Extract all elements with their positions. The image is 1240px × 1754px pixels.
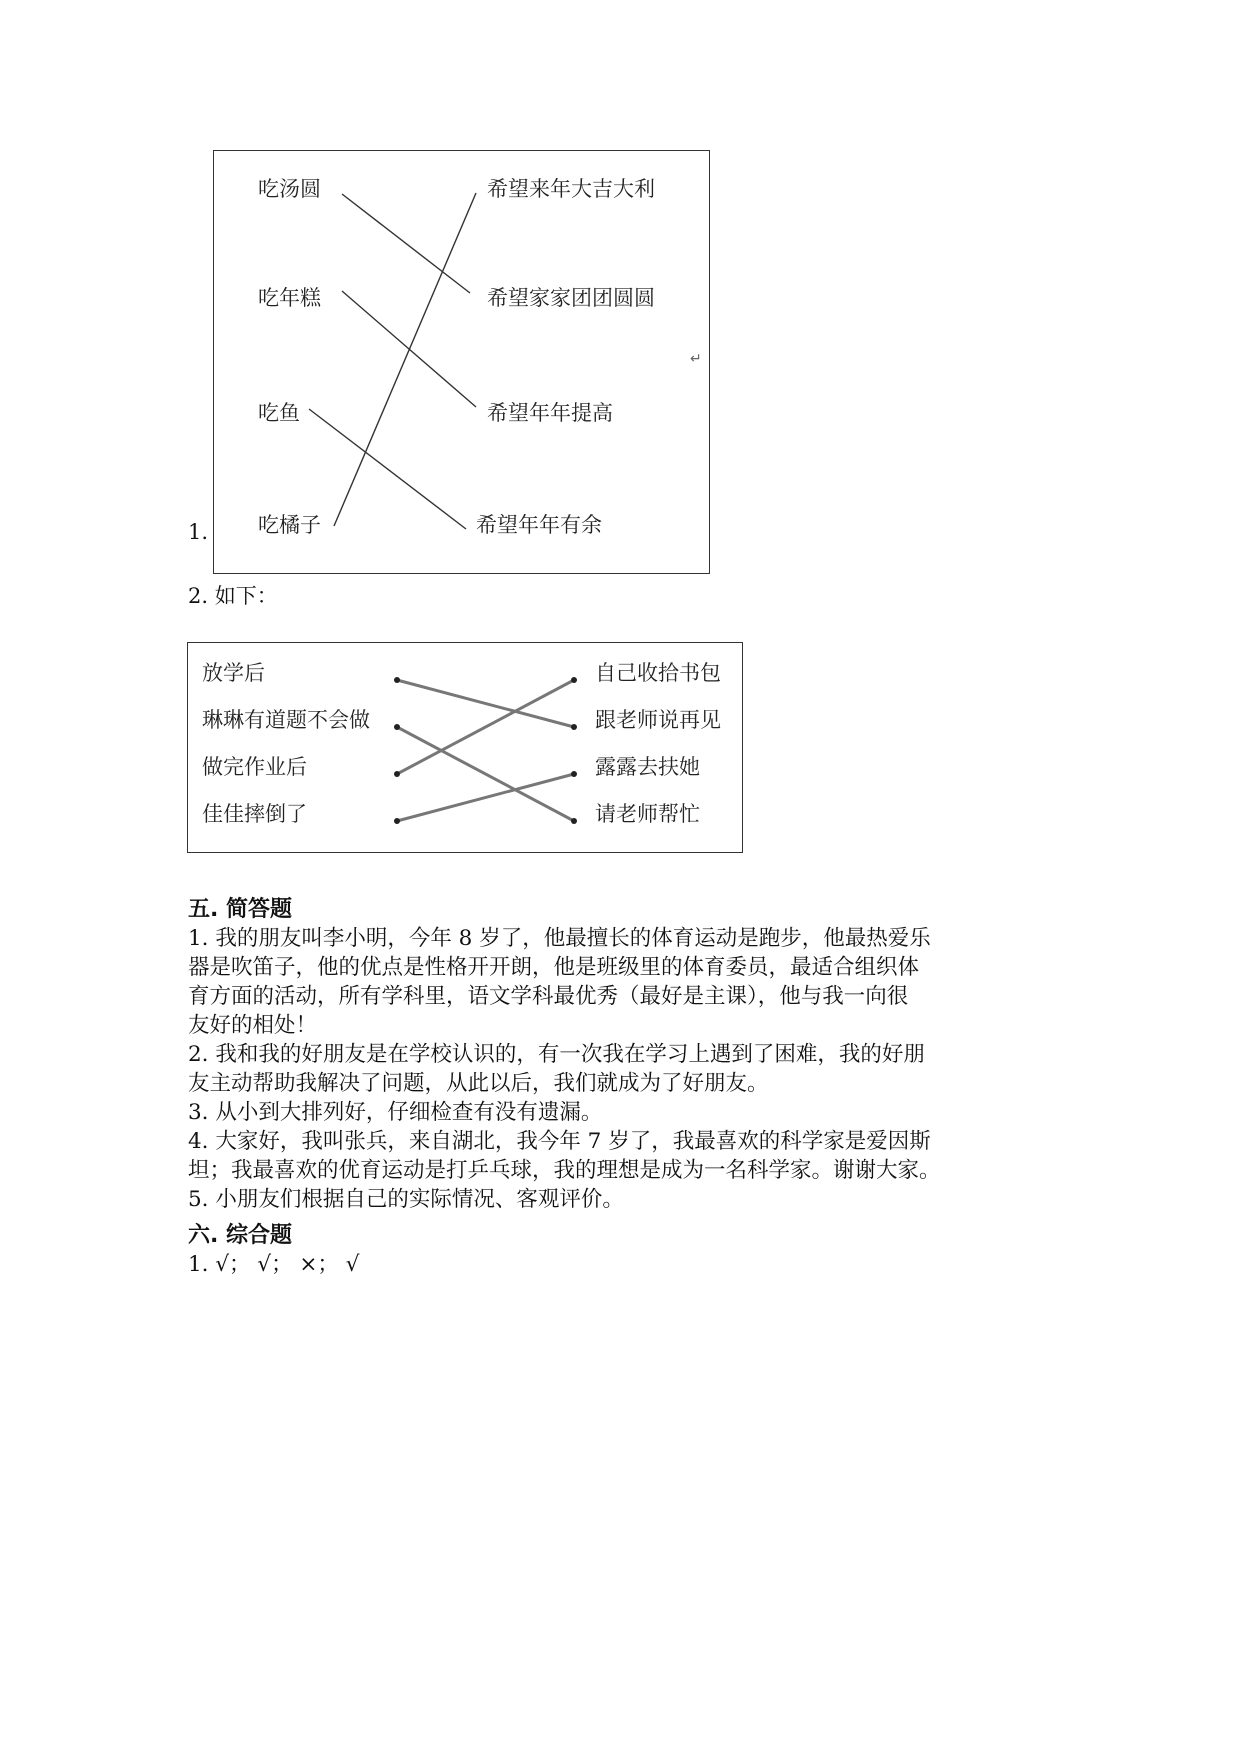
fig1-line: [309, 409, 466, 529]
section6-title: 六. 综合题: [188, 1223, 293, 1248]
fig2-dot: [394, 818, 400, 824]
item2-label: 2. 如下：: [188, 584, 278, 608]
fig1-left-item: 吃橘子: [258, 513, 321, 537]
answer-line: 3. 从小到大排列好，仔细检查有没有遗漏。: [188, 1100, 603, 1125]
answer-line: 2. 我和我的好朋友是在学校认识的，有一次我在学习上遇到了困难，我的好朋: [188, 1042, 925, 1067]
fig1-left-item: 吃鱼: [258, 401, 300, 425]
fig2-dot: [571, 771, 577, 777]
matching-figure-1: [213, 150, 710, 574]
fig2-line: [397, 727, 574, 821]
fig2-right-item: 跟老师说再见: [595, 708, 721, 732]
figure1-number: 1.: [188, 520, 209, 544]
answer-line: 4. 大家好，我叫张兵，来自湖北，我今年 7 岁了，我最喜欢的科学家是爱因斯: [188, 1129, 931, 1154]
fig1-right-item: 希望年年提高: [487, 401, 613, 425]
fig2-left-item: 放学后: [202, 661, 265, 685]
fig1-connector-lines: [214, 151, 711, 575]
answer-line: 1. √； √； ×； √: [188, 1252, 360, 1277]
fig2-dot: [394, 724, 400, 730]
fig2-dot: [394, 771, 400, 777]
answer-line: 坦；我最喜欢的优育运动是打乒乓球，我的理想是成为一名科学家。谢谢大家。: [188, 1158, 941, 1183]
fig2-left-item: 琳琳有道题不会做: [202, 708, 370, 732]
answer-line: 友主动帮助我解决了问题，从此以后，我们就成为了好朋友。: [188, 1071, 769, 1096]
fig1-right-item: 希望家家团团圆圆: [487, 286, 655, 310]
fig2-right-item: 请老师帮忙: [595, 802, 700, 826]
fig2-dot: [394, 677, 400, 683]
answer-line: 1. 我的朋友叫李小明，今年 8 岁了，他最擅长的体育运动是跑步，他最热爱乐: [188, 926, 931, 951]
answer-line: 器是吹笛子，他的优点是性格开开朗，他是班级里的体育委员，最适合组织体: [188, 955, 920, 980]
fig2-dot: [571, 677, 577, 683]
answer-line: 友好的相处！: [188, 1013, 318, 1038]
answer-line: 5. 小朋友们根据自己的实际情况、客观评价。: [188, 1187, 624, 1212]
fig2-dot: [571, 724, 577, 730]
fig2-dot: [571, 818, 577, 824]
section5-title: 五. 简答题: [188, 897, 293, 922]
fig1-left-item: 吃汤圆: [258, 177, 321, 201]
fig2-line: [397, 774, 574, 821]
matching-figure-2: [187, 642, 743, 853]
paragraph-mark: ↵: [690, 351, 702, 367]
answer-line: 育方面的活动，所有学科里，语文学科最优秀（最好是主课），他与我一向很: [188, 984, 909, 1009]
fig2-right-item: 露露去扶她: [595, 755, 700, 779]
fig1-right-item: 希望年年有余: [476, 513, 602, 537]
fig2-line: [397, 680, 574, 727]
fig2-connector-lines: [188, 643, 744, 854]
fig1-line: [342, 194, 470, 293]
fig2-left-item: 做完作业后: [202, 755, 307, 779]
fig2-right-item: 自己收拾书包: [595, 661, 721, 685]
fig1-left-item: 吃年糕: [258, 286, 321, 310]
fig2-left-item: 佳佳摔倒了: [202, 802, 307, 826]
fig1-right-item: 希望来年大吉大利: [487, 177, 655, 201]
fig2-line: [397, 680, 574, 774]
